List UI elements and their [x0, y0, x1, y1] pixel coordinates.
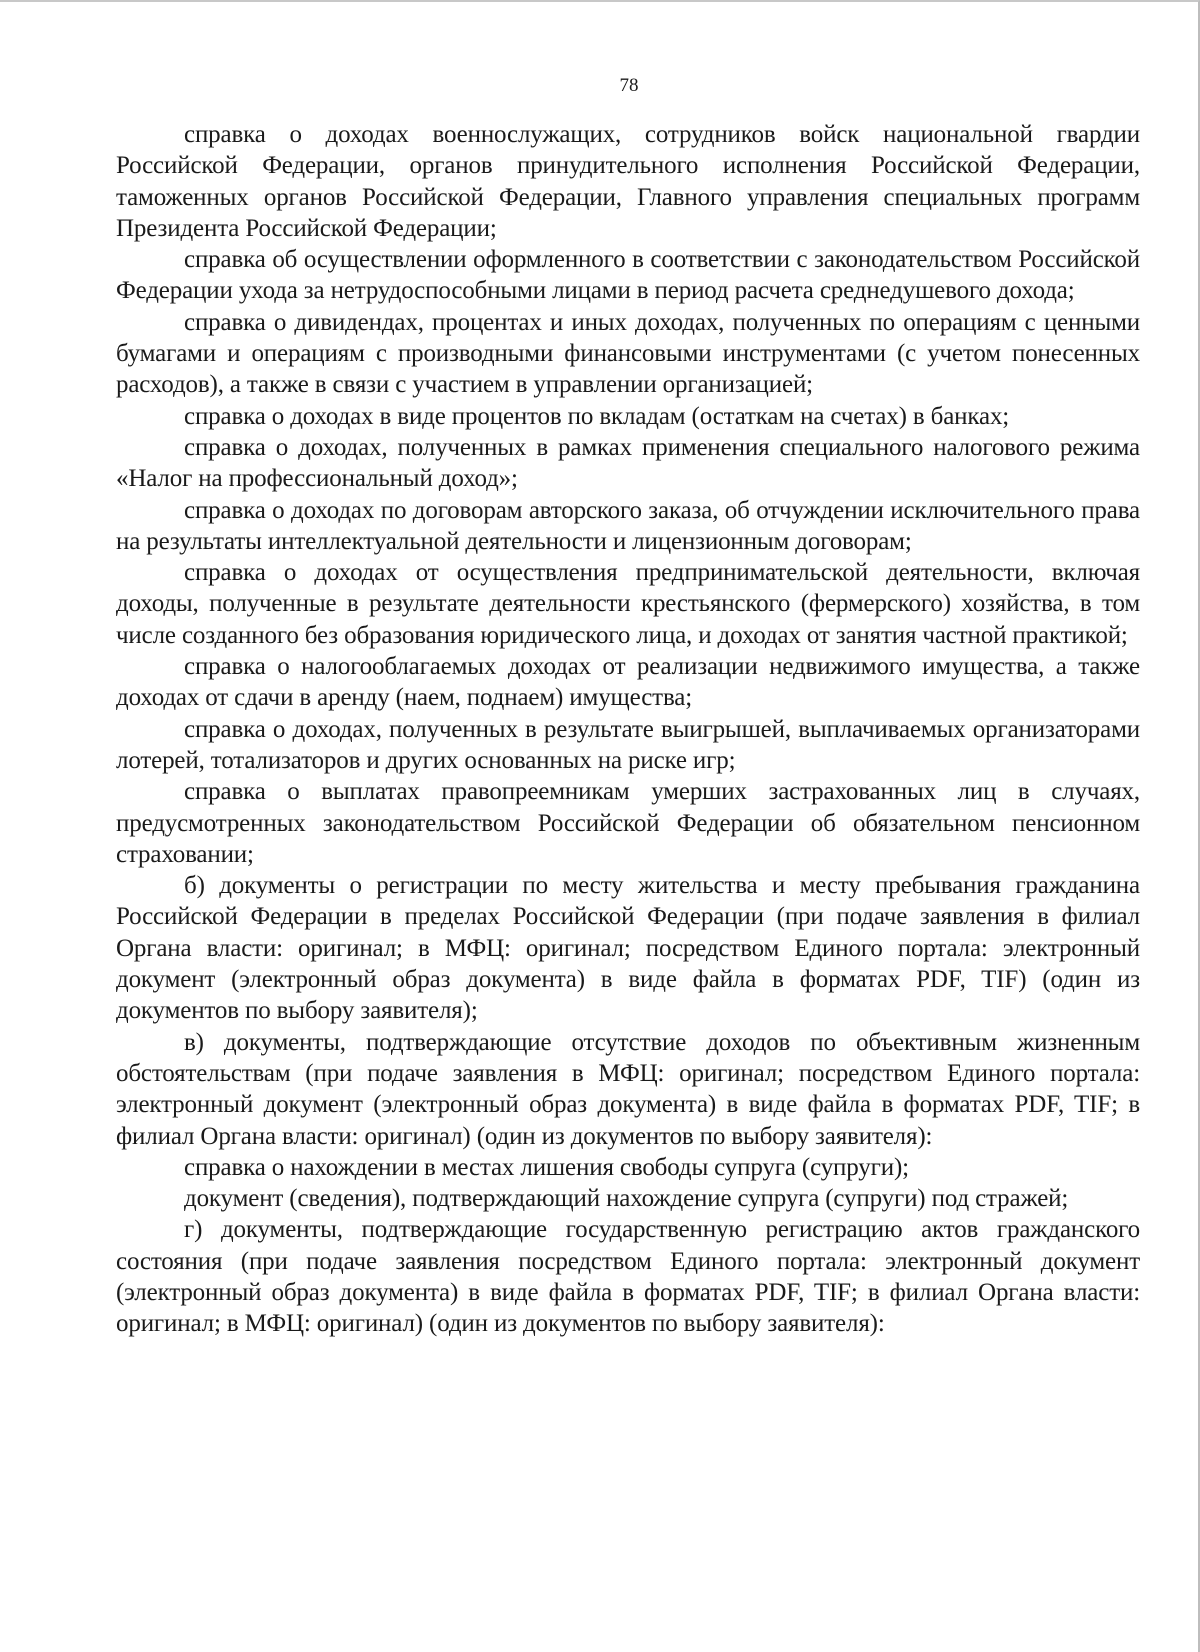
paragraph-business-income-certificate: справка о доходах от осуществления предпринимательской деятельности, включая доходы, полученные в результате деятельности крестьянского (фермерского) хозяйства, в том числе созданного без образования юридического лица, и доходах от занятия частной практикой; [116, 559, 1140, 649]
paragraph-real-estate-income-certificate: справка о налогооблагаемых доходах от реализации недвижимого имущества, а также доходах от сдачи в аренду (наем, поднаем) имущества; [116, 653, 1140, 712]
document-body [116, 119, 1140, 1340]
paragraph-item-b-registration-documents: б) документы о регистрации по месту жительства и месту пребывания гражданина Российской Федерации в пределах Российской Федерации (при подаче заявления в филиал Органа власти: оригинал; в МФЦ: оригинал; посредством Единого портала: электронный документ (электронный образ документа) в виде файла в форматах PDF, TIF) (один из документов по выбору заявителя); [116, 872, 1140, 1025]
paragraph-care-certificate: справка об осуществлении оформленного в соответствии с законодательством Российской Федерации ухода за нетрудоспособными лицами в период расчета среднедушевого дохода; [116, 246, 1140, 305]
paragraph-income-certificate-military: справка о доходах военнослужащих, сотрудников войск национальной гвардии Российской Федерации, органов принудительного исполнения Российской Федерации, таможенных органов Российской Федерации, Главного управления специальных программ Президента Российской Федерации; [116, 121, 1140, 242]
paragraph-deposit-interest-certificate: справка о доходах в виде процентов по вкладам (остаткам на счетах) в банках; [184, 402, 1010, 430]
paragraph-imprisonment-certificate: справка о нахождении в местах лишения свободы супруга (супруги); [184, 1153, 909, 1181]
paragraph-professional-income-tax-certificate: справка о доходах, полученных в рамках применения специального налогового режима «Налог на профессиональный доход»; [116, 433, 1140, 493]
paragraph-dividends-certificate: справка о дивидендах, процентах и иных доходах, полученных по операциям с ценными бумагами и операциям с производными финансовыми инструментами (с учетом понесенных расходов), а также в связи с участием в управлении организацией; [116, 308, 1140, 399]
paragraph-custody-document: документ (сведения), подтверждающий нахождение супруга (супруги) под стражей; [184, 1185, 1069, 1213]
paragraph-item-v-no-income-documents: в) документы, подтверждающие отсутствие доходов по объективным жизненным обстоятельствам (при подаче заявления в МФЦ: оригинал; посредством Единого портала: электронный документ (электронный образ документа) в виде файла в форматах PDF, TIF; в филиал Органа власти: оригинал) (один из документов по выбору заявителя): [116, 1028, 1140, 1150]
page-number: 78 [619, 75, 639, 96]
paragraph-copyright-contracts-certificate: справка о доходах по договорам авторского заказа, об отчуждении исключительного права на результаты интеллектуальной деятельности и лицензионным договорам; [116, 496, 1140, 555]
paragraph-lottery-winnings-certificate: справка о доходах, полученных в результате выигрышей, выплачиваемых организаторами лотерей, тотализаторов и других основанных на риске игр; [116, 715, 1140, 774]
paragraph-item-g-civil-status-documents: г) документы, подтверждающие государственную регистрацию актов гражданского состояния (при подаче заявления посредством Единого портала: электронный документ (электронный образ документа) в виде файла в форматах PDF, TIF; в филиал Органа власти: оригинал; в МФЦ: оригинал) (один из документов по выбору заявителя): [116, 1216, 1140, 1338]
paragraph-pension-successors-certificate: справка о выплатах правопреемникам умерших застрахованных лиц в случаях, предусмотренных законодательством Российской Федерации об обязательном пенсионном страховании; [116, 778, 1140, 868]
